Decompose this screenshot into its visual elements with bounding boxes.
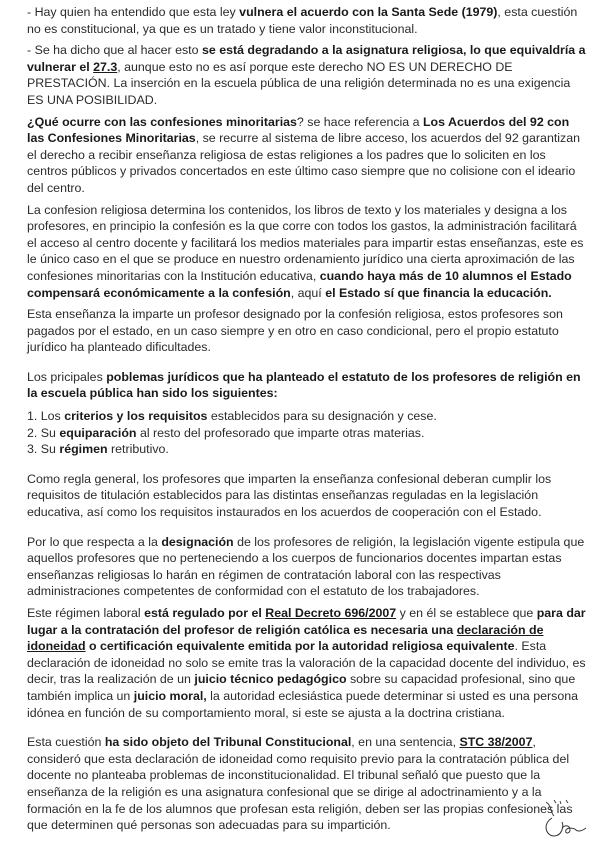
paragraph-santa-sede: - Hay quien ha entendido que esta ley vulnera el acuerdo con la Santa Sede (1979), esta cuestión no es constitucional, ya que es un tratado y tiene valor inconstitucional. bbox=[27, 5, 578, 36]
declaracion-idoneidad-link[interactable]: declaración de idoneidad bbox=[27, 622, 544, 654]
handwritten-signature bbox=[532, 798, 592, 842]
paragraph-confesiones-minoritarias: ¿Qué ocurre con las confesiones minoritarias? se hace referencia a Los Acuerdos del 92 con las Confesiones Minoritarias, se recurre al sistema de libre acceso, los acuerdos del 92 garantizan el derecho a recibir enseñanza religiosa de estas religiones a los padres que lo soliciten en los centros públicos y privados concertados en este último caso siempre que no colisione con el ideario del centro. bbox=[27, 114, 581, 195]
list-item: 2. Su equiparación al resto del profesorado que imparte otras materias. bbox=[27, 425, 425, 440]
paragraph-degradacion: - Se ha dicho que al hacer esto se está degradando a la asignatura religiosa, lo que equivaldría a vulnerar el 27.3, aunque esto no es así porque este derecho NO ES UN DERECHO DE PRESTACIÓN. La inserción en la escuela pública de una religión determinada no es una exigencia ES UNA POSIBILIDAD. bbox=[27, 43, 586, 107]
paragraph-regimen-laboral: Este régimen laboral está regulado por el Real Decreto 696/2007 y en él se establece que para dar lugar a la contratación del profesor de religión católica es necesaria una declaración de idoneidad o certificación equivalente emitida por la autoridad religiosa equivalente. Esta declaración de idoneidad no solo se emite tras la valoración de la capacidad docente del individuo, es decir, tras la realización de un juicio técnico pedagógico sobre su capacidad profesional, sino que también implica un juicio moral, la autoridad eclesiástica puede determinar si usted es una persona idónea en función de su comportamiento moral, si este se ajusta a la doctrina cristiana. bbox=[27, 606, 586, 720]
document-body bbox=[27, 4, 587, 839]
list-item: 3. Su régimen retributivo. bbox=[27, 442, 169, 457]
paragraph-designacion: Por lo que respecta a la designación de los profesores de religión, la legislación vigente estipula que aquellos profesores que no perteneciendo a los cuerpos de funcionarios docentes impartan estas enseñanzas religiosas lo harán en régimen de contratación laboral con las respectivas administraciones competentes de conformidad con el estatuto de los trabajadores. bbox=[27, 534, 585, 599]
problems-list bbox=[27, 408, 587, 458]
paragraph-tribunal-constitucional: Esta cuestión ha sido objeto del Tribunal Constitucional, en una sentencia, STC 38/2007, consideró que esta declaración de idoneidad como requisito previo para la contratación pública del docente no planteaba problemas de inconstitucionalidad. El tribunal señaló que puesto que la enseñanza de la religión es una asignatura confesional que se dirige al adoctrinamiento y a la formación en la fe de los alumnos que profesan esta religión, deben ser las propias confesiones las que determinen qué personas son adecuadas para su impartición. bbox=[27, 735, 573, 833]
real-decreto-link[interactable]: Real Decreto 696/2007 bbox=[265, 606, 397, 620]
article-link-27-3[interactable]: 27.3 bbox=[93, 59, 118, 74]
paragraph-regla-general: Como regla general, los profesores que imparten la enseñanza confesional deberan cumplir los requisitos de titulación establecidos para las distintas enseñanzas reguladas en la legislación educativa, así como los requisitos instaurados en los acuerdos de cooperación con el Estado. bbox=[27, 471, 552, 520]
paragraph-profesor-designado: Esta enseñanza la imparte un profesor designado por la confesión religiosa, estos profesores son pagados por el estado, en un caso siempre y en otro en caso condicional, pero el propio estatuto jurídico ha planteado dificultades. bbox=[27, 307, 563, 355]
paragraph-problemas-juridicos: Los pricipales poblemas jurídicos que ha planteado el estatuto de los profesores de religión en la escuela pública han sido los siguientes: bbox=[27, 369, 581, 401]
list-item: 1. Los criterios y los requisitos establecidos para su designación y cese. bbox=[27, 409, 437, 424]
stc-link[interactable]: STC 38/2007 bbox=[459, 735, 533, 750]
paragraph-confesion-contenidos: La confesion religiosa determina los contenidos, los libros de texto y los materiales y designa a los profesores, en principio la confesión es la que corre con todos los gastos, la administración facilitará el acceso al centro docente y facilitará los medios materiales para impartir estas enseñanzas, este es le único caso en el que se produce en nuestro ordenamiento jurídico una cierta aproximación de las confesiones minoritarias con la Institución educativa, cuando haya más de 10 alumnos el Estado compensará económicamente a la confesión, aquí el Estado sí que financia la educación. bbox=[27, 202, 584, 300]
